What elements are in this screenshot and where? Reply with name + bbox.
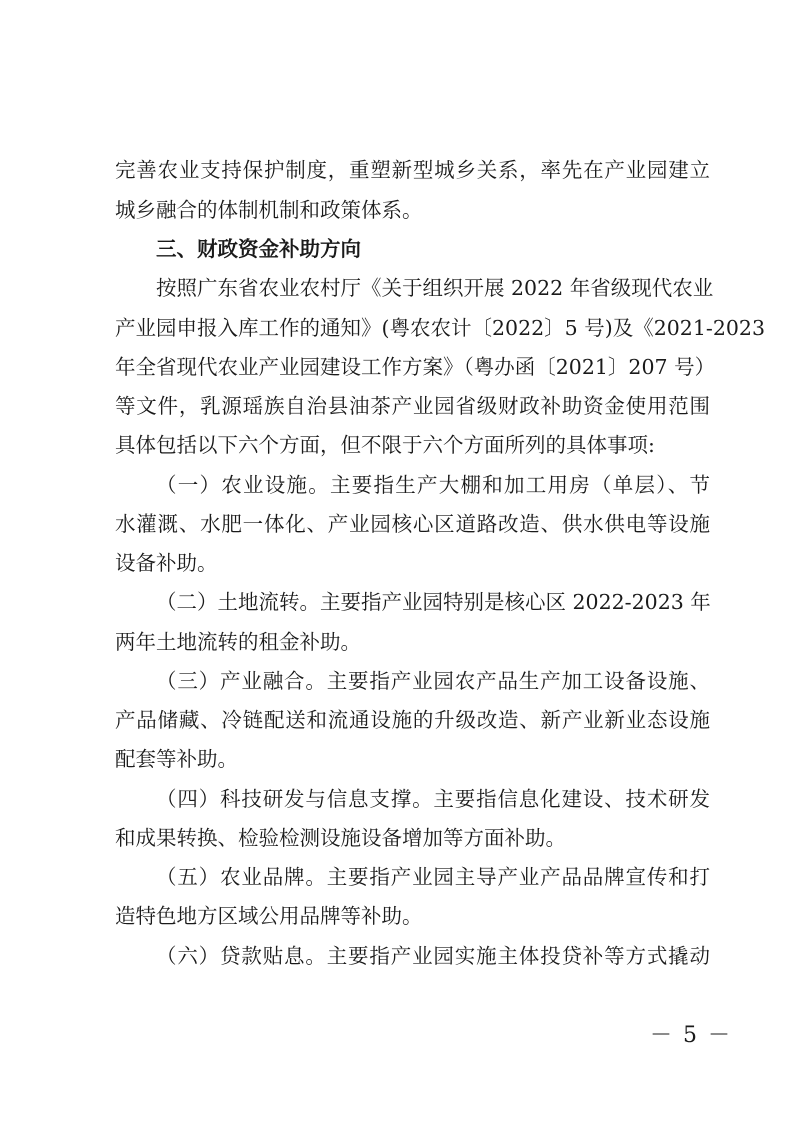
paragraph-line: 年全省现代农业产业园建设工作方案》（粤办函〔2021〕207 号） xyxy=(115,355,716,379)
list-item-line: （六）贷款贴息。主要指产业园实施主体投贷补等方式撬动 xyxy=(156,944,710,968)
list-item-line: 和成果转换、检验检测设施设备增加等方面补助。 xyxy=(115,826,566,850)
list-item-line: 产品储藏、冷链配送和流通设施的升级改造、新产业新业态设施 xyxy=(115,708,710,732)
paragraph-line: 产业园申报入库工作的通知》(粤农农计〔2022〕5 号)及《2021-2023 xyxy=(115,316,765,340)
list-item-line: 造特色地方区域公用品牌等补助。 xyxy=(115,904,423,928)
section-heading: 三、财政资金补助方向 xyxy=(156,237,361,261)
list-item-line: （四）科技研发与信息支撑。主要指信息化建设、技术研发 xyxy=(156,787,710,811)
list-item-line: （三）产业融合。主要指产业园农产品生产加工设备设施、 xyxy=(156,669,710,693)
paragraph-line: 按照广东省农业农村厅《关于组织开展 2022 年省级现代农业 xyxy=(156,276,714,300)
paragraph-line: 完善农业支持保护制度，重塑新型城乡关系，率先在产业园建立 xyxy=(115,158,710,182)
list-item-line: （五）农业品牌。主要指产业园主导产业产品品牌宣传和打 xyxy=(156,865,710,889)
paragraph-line: 城乡融合的体制机制和政策体系。 xyxy=(115,198,423,222)
list-item-line: （一）农业设施。主要指生产大棚和加工用房（单层）、节 xyxy=(156,473,710,497)
list-item-line: 设备补助。 xyxy=(115,551,218,575)
page-number: － 5 － xyxy=(650,1023,732,1048)
list-item-line: 配套等补助。 xyxy=(115,747,238,771)
list-item-line: （二）土地流转。主要指产业园特别是核心区 2022-2023 年 xyxy=(156,590,711,614)
list-item-line: 水灌溉、水肥一体化、产业园核心区道路改造、供水供电等设施 xyxy=(115,512,710,536)
paragraph-line: 等文件，乳源瑶族自治县油茶产业园省级财政补助资金使用范围 xyxy=(115,394,710,418)
paragraph-line: 具体包括以下六个方面，但不限于六个方面所列的具体事项: xyxy=(115,433,655,457)
list-item-line: 两年土地流转的租金补助。 xyxy=(115,630,361,654)
